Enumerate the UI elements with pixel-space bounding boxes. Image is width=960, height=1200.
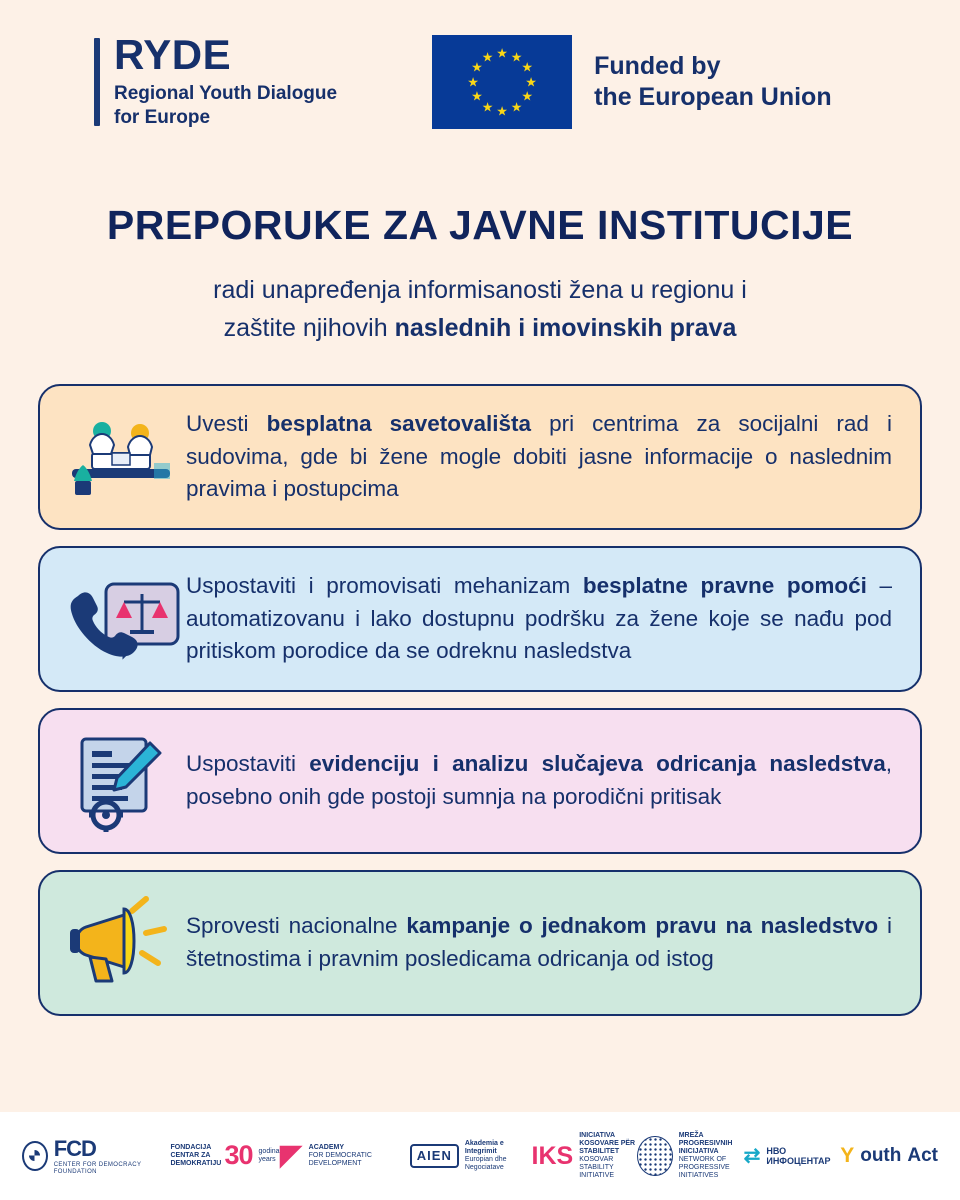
- academy-name: ACADEMY: [308, 1143, 345, 1151]
- academy-caption: FOR DEMOCRATIC DEVELOPMENT: [308, 1151, 372, 1168]
- iks-name: INICIATIVA KOSOVARE PËR STABILITET: [579, 1131, 636, 1155]
- youth-y-letter: Y: [840, 1143, 855, 1167]
- fcd-caption: CENTER FOR DEMOCRACY FOUNDATION: [53, 1161, 142, 1175]
- page-subtitle-line2-prefix: zaštite njihovih: [223, 314, 395, 343]
- eu-star-icon: ★: [467, 74, 479, 90]
- page-title: PREPORUKE ZA JAVNE INSTITUCIJE: [106, 201, 854, 248]
- network-caption: NETWORK OF PROGRESSIVE INITIATIVES: [678, 1156, 730, 1180]
- recommendation-card: [38, 870, 922, 1016]
- youthact-logo: [840, 1144, 938, 1168]
- iks-letters: IKS: [531, 1141, 574, 1170]
- recommendation-text-part: Uspostaviti: [186, 751, 310, 777]
- exchange-arrows-icon: ⇄: [743, 1144, 761, 1167]
- header: [0, 0, 960, 130]
- recommendation-text-part: pri centrima za socijalni rad i sudovima, gde bi žene mogle dobiti jasne informacije o naslednim pravima i postupcima: [186, 410, 892, 502]
- ryde-brand-title: RYDE: [114, 31, 232, 78]
- iks-caption: KOSOVAR STABILITY INITIATIVE: [579, 1156, 615, 1180]
- eu-funded-line2: the European Union: [594, 82, 832, 111]
- eu-star-icon: ★: [471, 88, 483, 104]
- thirty-godina: godina: [258, 1147, 280, 1155]
- nvo-name: НВО ИНФОЦЕНТАР: [766, 1145, 831, 1166]
- recommendation-text-emphasis: besplatne pravne pomoći: [582, 572, 867, 598]
- ryde-brand-subtitle-line1: Regional Youth Dialogue: [114, 83, 338, 104]
- recommendation-text-part: Sprovesti nacionalne: [186, 913, 407, 939]
- iks-wordmark: [532, 1142, 574, 1171]
- aien-logo: [410, 1140, 532, 1172]
- network-progressive-logo: [637, 1132, 743, 1180]
- eu-star-icon: ★: [481, 99, 494, 115]
- iks-logo: [532, 1132, 638, 1180]
- page-subtitle-line2-bold: naslednih i imovinskih prava: [394, 314, 737, 343]
- recommendation-text-emphasis: evidenciju i analizu slučajeva odricanja nasledstva: [309, 751, 886, 777]
- recommendation-text: [186, 408, 896, 507]
- partner-logos-footer: [0, 1112, 960, 1200]
- eu-funding-block: [432, 35, 832, 129]
- legal-aid-phone-icon: [56, 565, 186, 673]
- recommendation-text-part: Uspostaviti i promovisati mehanizam: [186, 572, 583, 598]
- eu-star-icon: ★: [496, 103, 508, 119]
- youth-outh: outh: [860, 1145, 902, 1167]
- eu-star-icon: ★: [496, 45, 508, 61]
- page-subtitle-line2: [0, 309, 960, 348]
- records-analysis-icon: [56, 727, 186, 835]
- fcd-fullname: FONDACIJA CENTAR ZA DEMOKRATIJU: [170, 1143, 222, 1168]
- eu-star-icon: ★: [481, 49, 494, 65]
- eu-flag-icon: [432, 35, 572, 129]
- recommendation-text-emphasis: besplatna savetovališta: [266, 410, 532, 436]
- youth-act: Act: [907, 1145, 938, 1167]
- recommendation-text-part: – automatizovanu i lako dostupnu podršku za žene koje se nađu pod pritiskom porodice da se odreknu nasledstva: [186, 572, 892, 664]
- eu-star-icon: ★: [510, 49, 523, 65]
- recommendation-card: [38, 384, 922, 530]
- nvo-infocentar-logo: [744, 1145, 841, 1168]
- title-block: [0, 202, 960, 349]
- recommendation-text-part: i štetnostima i pravnim posledicama odricanja od istog: [186, 913, 892, 971]
- thirty-number: 30: [224, 1140, 253, 1171]
- eu-star-icon: ★: [525, 74, 537, 90]
- recommendation-card: [38, 546, 922, 692]
- eu-funded-line1: Funded by: [594, 52, 721, 81]
- recommendation-text: [186, 910, 896, 976]
- globe-dots-icon: [637, 1136, 672, 1176]
- recommendation-text: [186, 570, 896, 669]
- ryde-logo-bar: [94, 38, 100, 126]
- thirty-years-logo: [224, 1140, 279, 1171]
- aien-name: Akademia e Integrimit: [464, 1139, 504, 1155]
- eu-star-icon: ★: [521, 88, 534, 104]
- fcd-wordmark: FCD: [53, 1136, 96, 1162]
- ryde-logo: [94, 31, 338, 130]
- eu-star-icon: ★: [471, 59, 483, 75]
- recommendation-text-emphasis: kampanje o jednakom pravu na nasledstvo: [406, 913, 879, 939]
- eu-star-icon: ★: [521, 59, 534, 75]
- pink-triangle-icon: ◤: [279, 1139, 303, 1172]
- eu-star-icon: ★: [510, 99, 523, 115]
- recommendation-text: [186, 748, 896, 814]
- page-subtitle-line1: radi unapređenja informisanosti žena u regionu i: [213, 275, 747, 304]
- academy-development-logo: [280, 1141, 410, 1171]
- ryde-brand-subtitle-line2: for Europe: [114, 106, 211, 128]
- megaphone-icon: [56, 889, 186, 997]
- network-name: MREŽA PROGRESIVNIH INICIJATIVA: [678, 1131, 733, 1155]
- recommendation-card: [38, 708, 922, 854]
- fcd-logo: [22, 1136, 224, 1175]
- recommendation-text-part: , posebno onih gde postoji sumnja na porodični pritisak: [186, 751, 893, 809]
- recommendation-text-part: Uvesti: [186, 410, 267, 436]
- consultation-icon: [56, 403, 186, 511]
- aien-wordmark: AIEN: [410, 1144, 459, 1169]
- recommendation-cards: [38, 384, 922, 1016]
- thirty-years: years: [258, 1155, 276, 1163]
- page-subtitle: [0, 271, 960, 349]
- fcd-mark-icon: [22, 1141, 48, 1171]
- aien-caption: Europian dhe Negociatave: [464, 1156, 507, 1172]
